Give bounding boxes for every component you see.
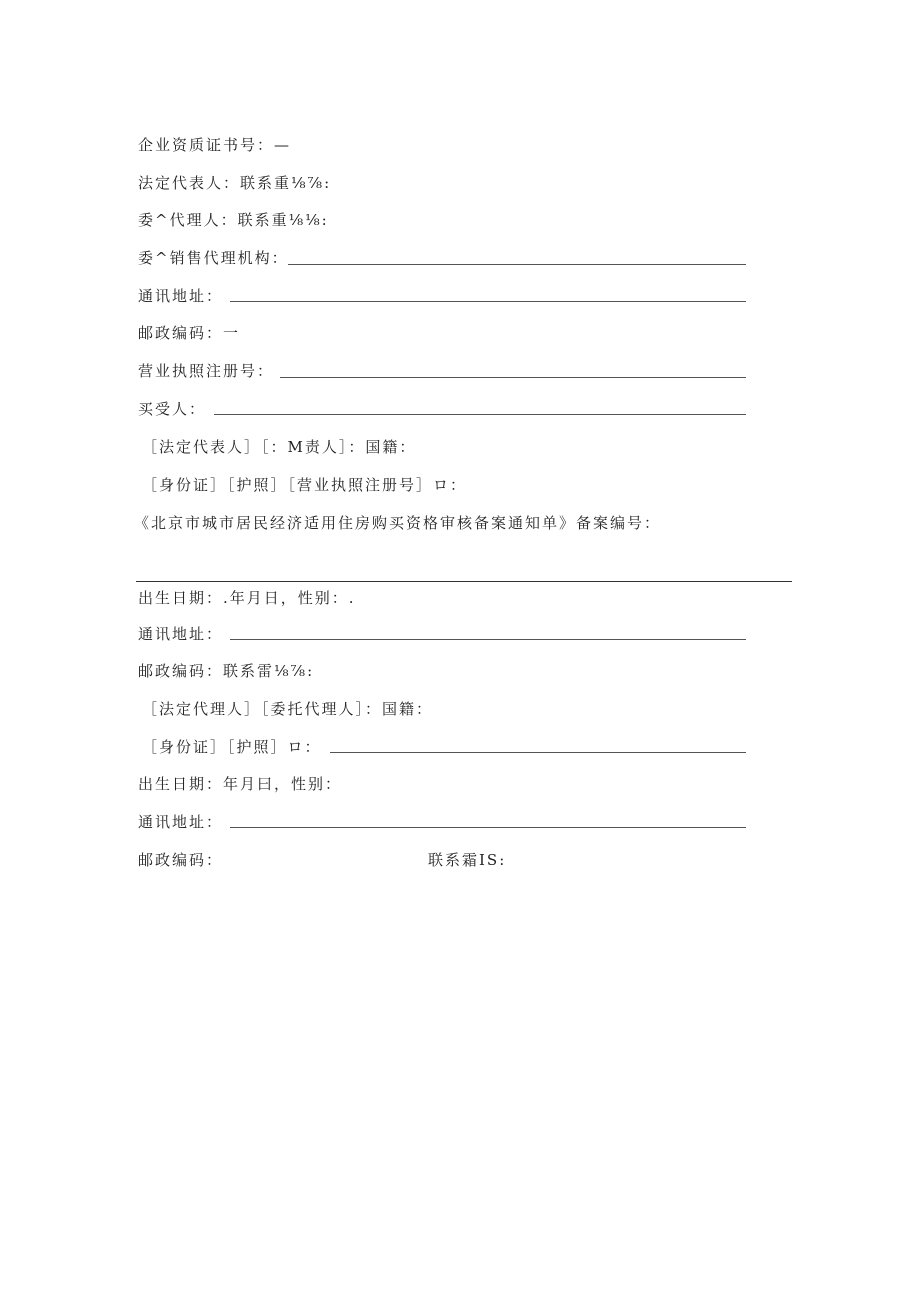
cert-number-line (138, 132, 291, 156)
seller-address-label: 通讯地址： (138, 286, 224, 305)
agent-line (138, 207, 329, 231)
license-label: 营业执照注册号： (138, 361, 275, 380)
agent-address-field[interactable] (230, 827, 746, 828)
seller-postal-label: 邮政编码：一 (138, 323, 241, 342)
legal-rep-label: 法定代表人：联系重⅛⅞: (138, 173, 332, 192)
sales-agency-line (138, 245, 289, 269)
agent-postal-label: 邮政编码： (138, 850, 224, 869)
sales-agency-field[interactable] (288, 264, 746, 265)
seller-address-field[interactable] (230, 301, 746, 302)
buyer-id-type-line (142, 472, 467, 496)
buyer-rep-type-line (142, 434, 416, 458)
sales-agency-label: 委^销售代理机构： (138, 248, 289, 267)
seller-address-line (138, 283, 223, 307)
buyer-postal-line (138, 658, 314, 682)
legal-rep-line (138, 170, 331, 194)
seller-postal-line (138, 320, 240, 344)
buyer-rep-type-label: ［法定代表人］［：M责人］：国籍： (142, 437, 417, 456)
buyer-address-field[interactable] (230, 639, 746, 640)
agent-phone-label: 联系霜IS: (428, 850, 507, 869)
agent-postal-phone-line (0, 847, 920, 871)
agent-id-type-label: ［身份证］［护照］ロ： (142, 737, 322, 756)
agent-rep-type-line (142, 696, 433, 720)
buyer-label: 买受人： (138, 399, 207, 418)
agent-birth-line (138, 771, 342, 795)
agent-rep-type-label: ［法定代理人］［委托代理人］：国籍： (142, 699, 434, 718)
agent-label: 委^代理人：联系重⅛⅛: (138, 210, 329, 229)
agent-birth-label: 出生日期：年月曰，性别： (138, 774, 343, 793)
notice-number-field[interactable] (136, 581, 792, 582)
buyer-birth-label: 出生日期：.年月日，性别：. (138, 588, 356, 607)
buyer-birth-line (138, 585, 356, 609)
agent-address-label: 通讯地址： (138, 812, 224, 831)
buyer-address-line (138, 621, 223, 645)
notice-number-label: 《北京市城市居民经济适用住房购买资格审核备案通知单》备案编号： (134, 513, 662, 532)
buyer-id-type-label: ［身份证］［护照］［营业执照注册号］ロ： (142, 475, 468, 494)
buyer-postal-label: 邮政编码：联系雷⅛⅞: (138, 661, 315, 680)
license-field[interactable] (280, 377, 746, 378)
buyer-field[interactable] (214, 414, 746, 415)
license-line (138, 358, 274, 382)
buyer-address-label: 通讯地址： (138, 624, 224, 643)
cert-number-label: 企业资质证书号：— (138, 135, 292, 154)
notice-number-line (134, 510, 661, 534)
agent-id-field[interactable] (330, 752, 746, 753)
buyer-line (138, 396, 206, 420)
agent-address-line (138, 809, 223, 833)
agent-id-type-line (142, 734, 322, 758)
